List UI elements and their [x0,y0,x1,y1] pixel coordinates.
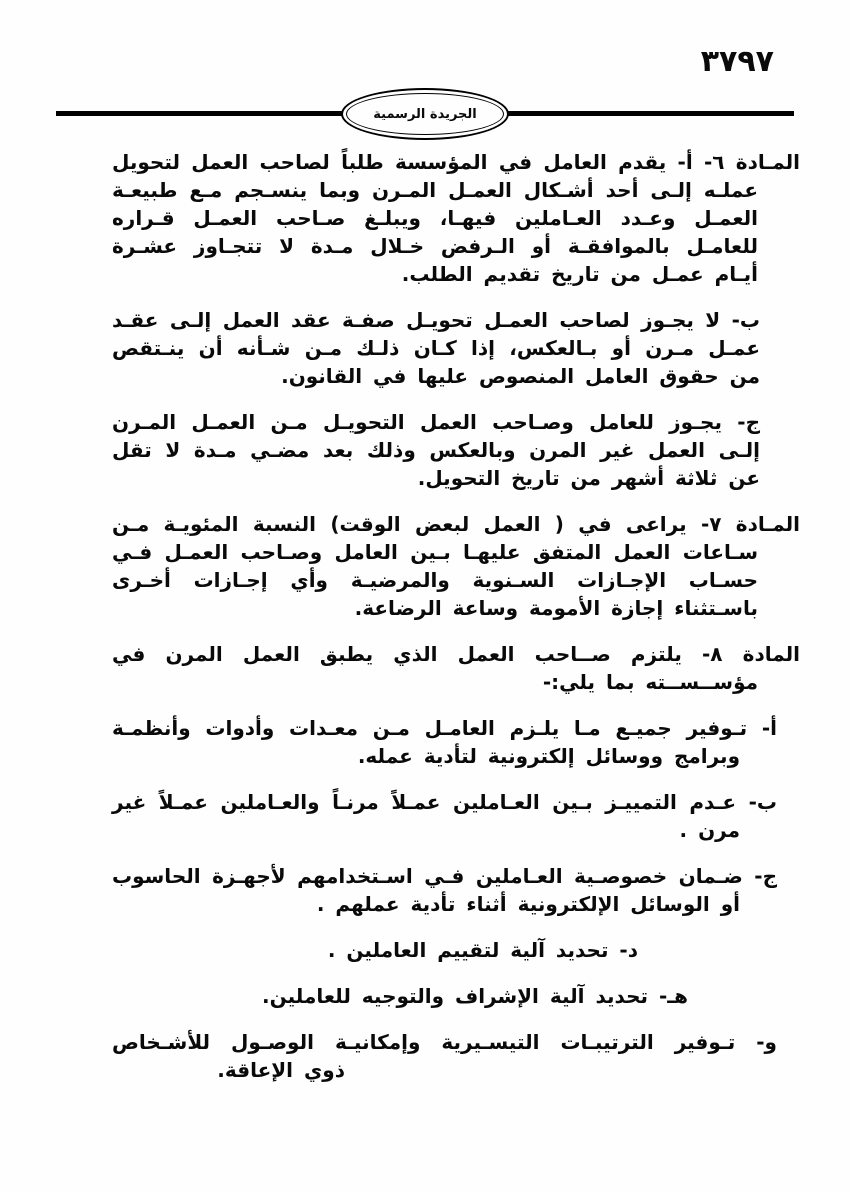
article-8-intro: المادة ٨- يلتزم صــاحب العمل الذي يطبق العمل المرن في مؤســســته بما يلي:- [112,642,800,694]
page-number: ٣٧٩٧ [700,44,774,79]
gazette-badge [341,88,509,140]
article-7: المـادة ٧- يراعى في ( العمل لبعض الوقت) النسبة المئويـة مـن سـاعات العمل المتفق عليهـا بـين العامل وصـاحب العمـل فـي حسـاب الإجـازات السـنوية والمرضيـة وأي إجـازات أخـرى باسـتثناء إجازة الأمومة وساعة الرضاعة. [112,512,800,620]
article-6-clause-c: ج- يجـوز للعامل وصـاحب العمل التحويـل مـن العمـل المـرن إلـى العمل غير المرن وبالعكس وذلك بعد مضـي مـدة لا تقل عن ثلاثة أشهر من تاريخ التحويل. [112,410,760,490]
gazette-name: الجريدة الرسمية [373,106,477,122]
article-8-item-c: ج- ضـمان خصوصـية العـاملين فـي اسـتخدامهم لأجهـزة الحاسوب أو الوسائل الإلكترونية أثناء تأدية عملهم . [112,864,777,916]
gazette-header [0,86,850,142]
article-8-item-f-line1: و- تـوفير الترتيبـات التيسـيرية وإمكانيـة الوصـول للأشـخاص [112,1030,777,1054]
article-8-item-e: هـ- تحديد آلية الإشراف والتوجيه للعاملين. [262,984,688,1008]
article-8-item-f [112,1028,800,1084]
article-8-item-d: د- تحديد آلية لتقييم العاملين . [327,938,638,962]
article-8-item-a: أ- تـوفير جميـع مـا يلـزم العامـل مـن معـدات وأدوات وأنظمـة وبرامج ووسائل إلكترونية لتأدية عمله. [112,716,777,768]
article-8-item-b: ب- عـدم التمييـز بـين العـاملين عمـلاً مرنـاً والعـاملين عمـلاً غير مرن . [112,790,777,842]
article-8-item-f-line2: ذوي الإعاقة. [217,1058,345,1082]
document-body [112,148,800,1102]
article-6-clause-b: ب- لا يجـوز لصاحب العمـل تحويـل صفـة عقد العمل إلـى عقـد عمـل مـرن أو بـالعكس، إذا كـان ذلـك مـن شـأنه أن ينـتقص من حقوق العامل المنصوص عليها في القانون. [112,308,760,388]
gazette-badge-inner-ring [346,93,504,135]
article-6-clause-a: المـادة ٦- أ- يقدم العامل في المؤسسة طلباً لصاحب العمل لتحويل عملـه إلـى أحد أشـكال العمـل المـرن وبما ينسـجم مـع طبيعـة العمـل وعـدد العـاملين فيهـا، ويبلـغ صـاحب العمـل قـراره للعامـل بالموافقـة أو الـرفض خـلال مـدة لا تتجـاوز عشـرة أيـام عمـل من تاريخ تقديم الطلب. [112,150,800,286]
